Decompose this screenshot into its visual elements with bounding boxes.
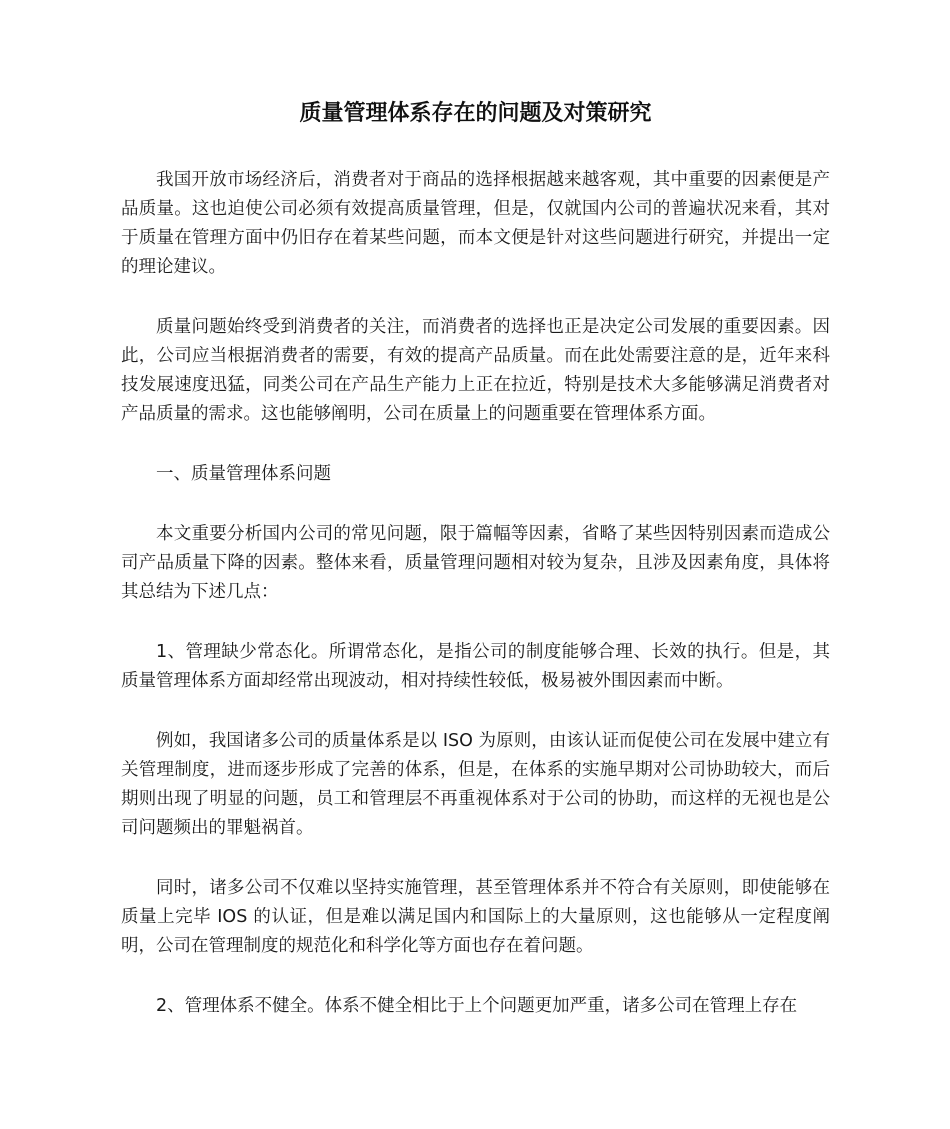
paragraph-background: 质量问题始终受到消费者的关注，而消费者的选择也正是决定公司发展的重要因素。因此，公司应当根据消费者的需要，有效的提高产品质量。而在此处需要注意的是，近年来科技发展速度迅猛，同类公司在产品生产能力上正在拉近，特别是技术大多能够满足消费者对产品质量的需求。这也能够阐明，公司在质量上的问题重要在管理体系方面。 [121, 317, 830, 424]
paragraph-overview: 本文重要分析国内公司的常见问题，限于篇幅等因素，省略了某些因特别因素而造成公司产品质量下降的因素。整体来看，质量管理问题相对较为复杂，且涉及因素角度，具体将其总结为下述几点： [121, 524, 830, 602]
paragraph-point-2: 2、管理体系不健全。体系不健全相比于上个问题更加严重，诸多公司在管理上存在 [156, 996, 798, 1016]
document-body [121, 166, 830, 1021]
paragraph-point-1: 1、管理缺少常态化。所谓常态化，是指公司的制度能够合理、长效的执行。但是，其质量管理体系方面却经常出现波动，相对持续性较低，极易被外围因素而中断。 [121, 642, 830, 691]
paragraph-intro: 我国开放市场经济后，消费者对于商品的选择根据越来越客观，其中重要的因素便是产品质量。这也迫使公司必须有效提高质量管理，但是，仅就国内公司的普遍状况来看，其对于质量在管理方面中仍旧存在着某些问题，而本文便是针对这些问题进行研究，并提出一定的理论建议。 [121, 170, 830, 277]
paragraph-example: 例如，我国诸多公司的质量体系是以 ISO 为原则，由该认证而促使公司在发展中建立有关管理制度，进而逐步形成了完善的体系，但是，在体系的实施早期对公司协助较大，而后期则出现了明显的问题，员工和管理层不再重视体系对于公司的协助，而这样的无视也是公司问题频出的罪魁祸首。 [121, 731, 830, 838]
document-title: 质量管理体系存在的问题及对策研究 [299, 101, 652, 126]
paragraph-meanwhile: 同时，诸多公司不仅难以坚持实施管理，甚至管理体系并不符合有关原则，即使能够在质量上完毕 IOS 的认证，但是难以满足国内和国际上的大量原则，这也能够从一定程度阐明，公司在管理制度的规范化和科学化等方面也存在着问题。 [121, 878, 830, 956]
section-heading-1: 一、质量管理体系问题 [156, 464, 331, 484]
